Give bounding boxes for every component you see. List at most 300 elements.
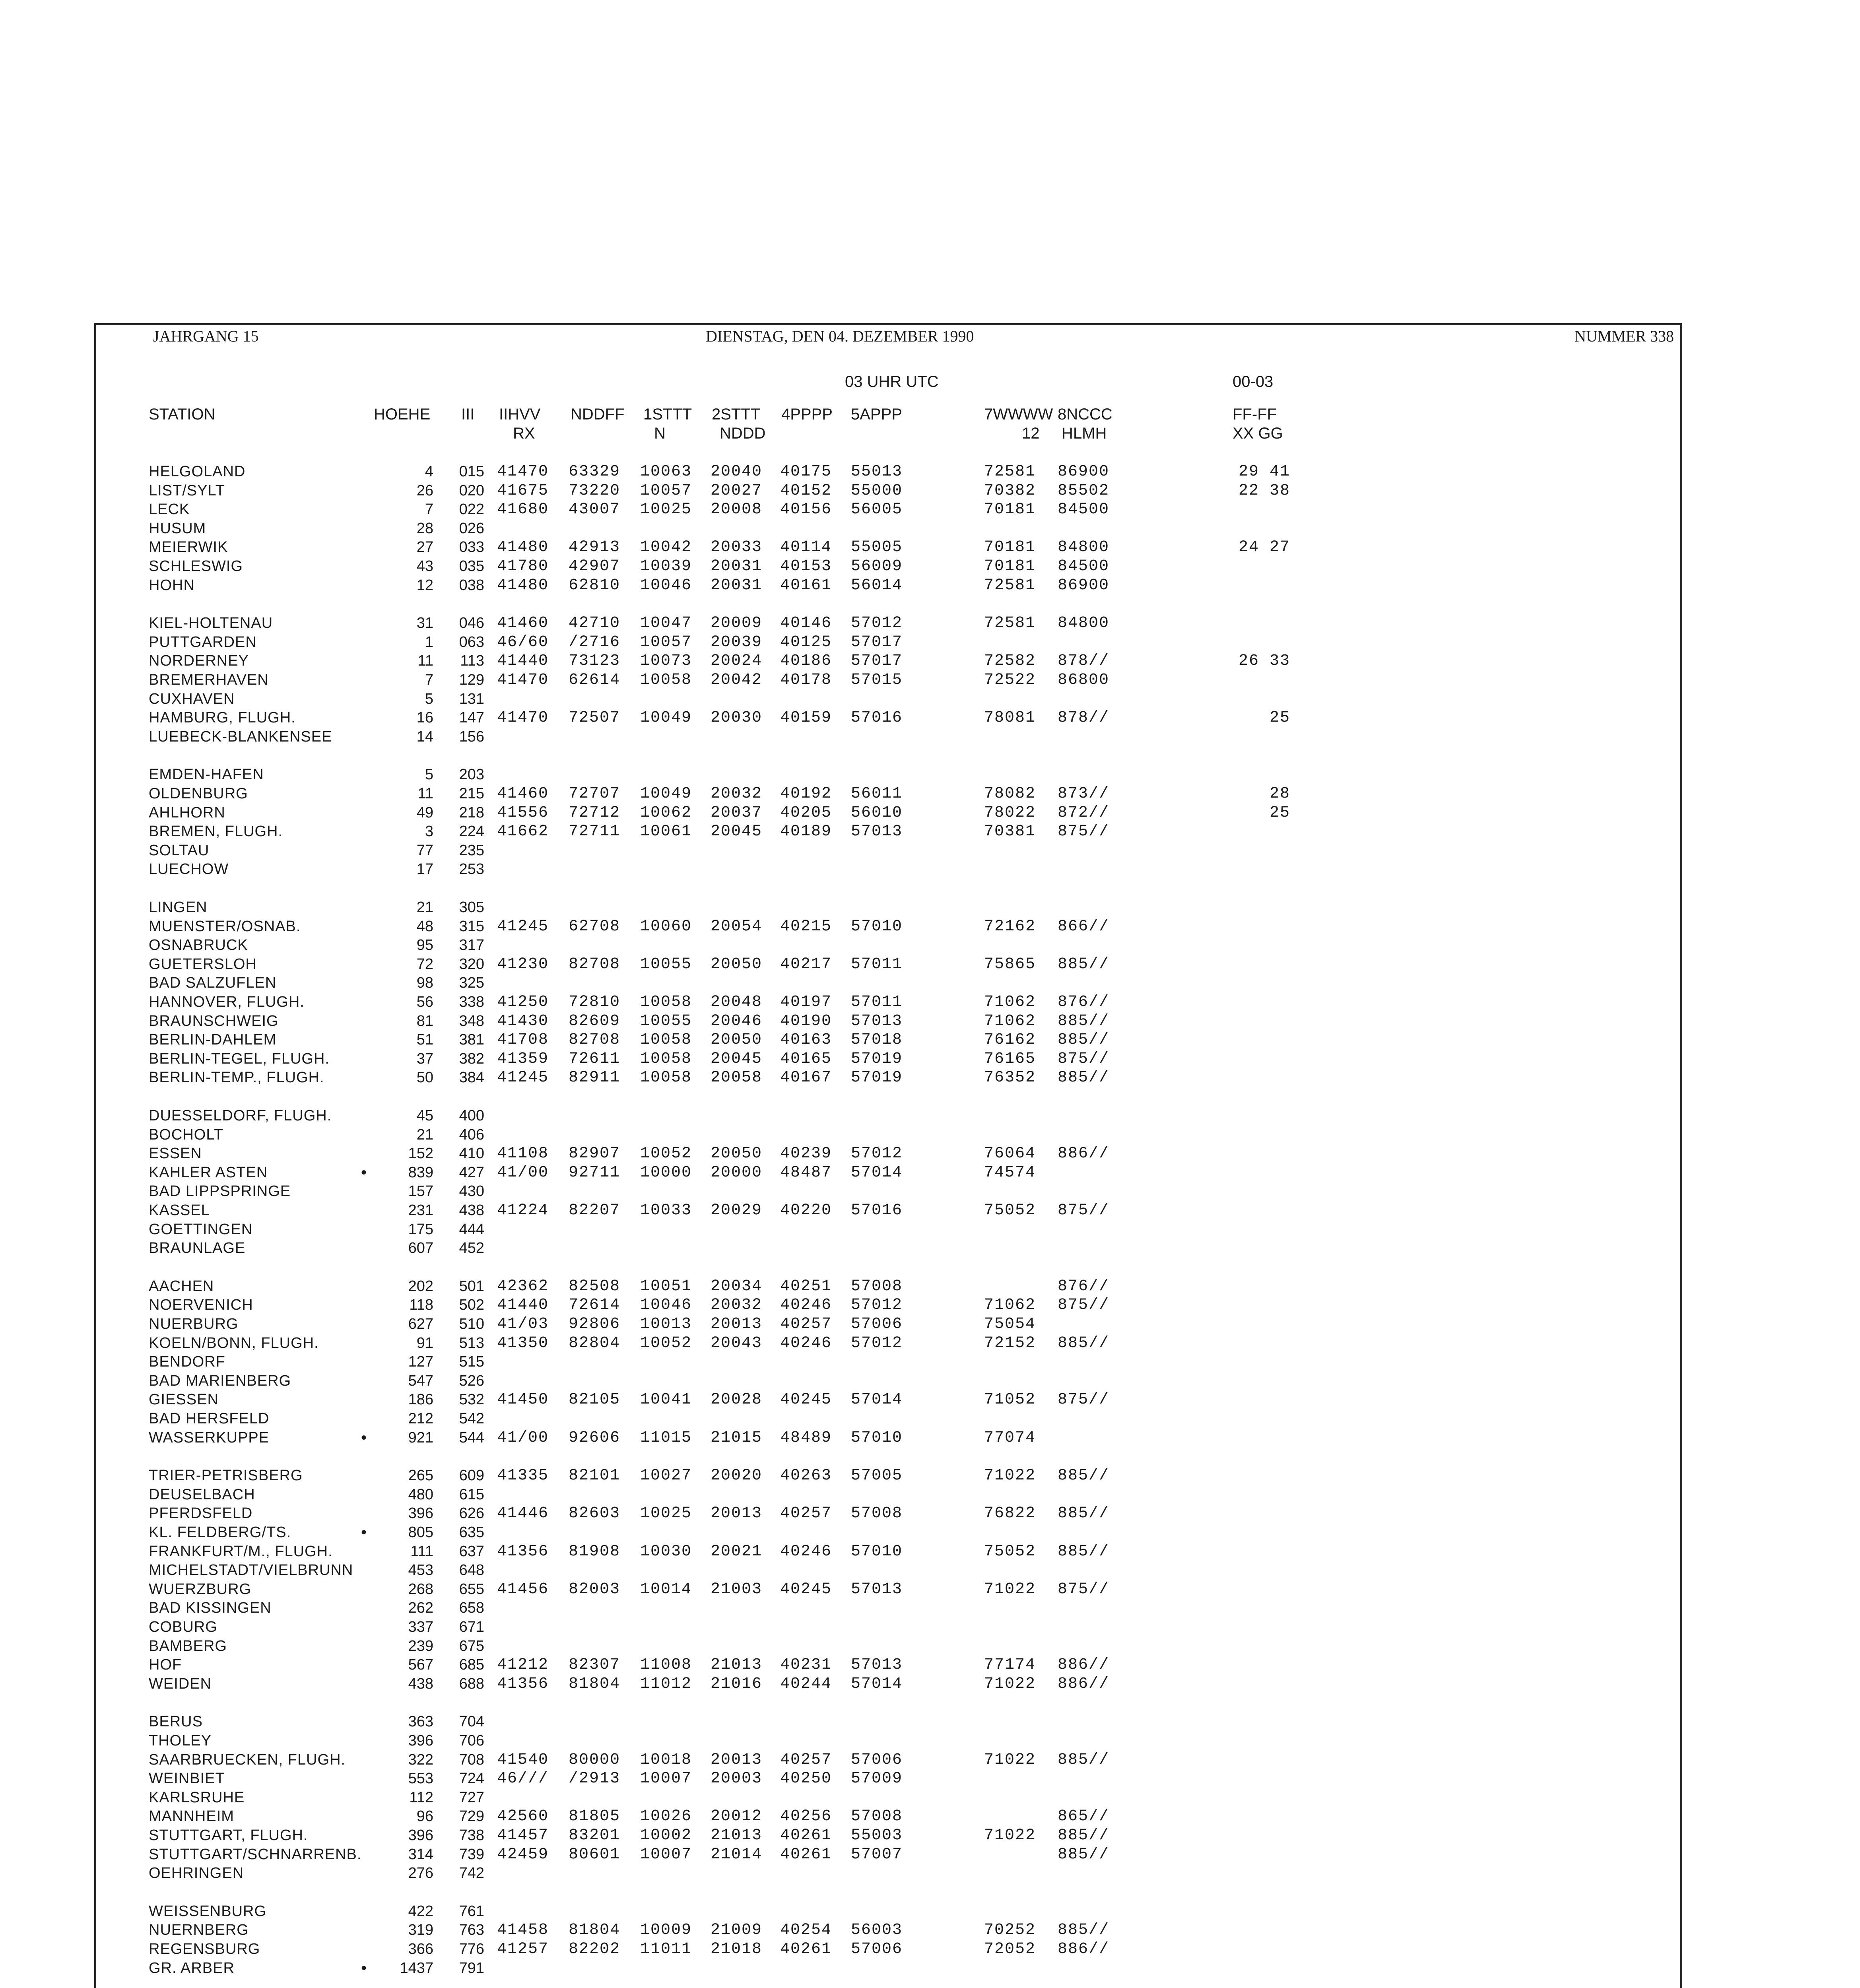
station-name: WEISSENBURG xyxy=(149,1903,267,1920)
code-group-1: 42560 xyxy=(497,1807,549,1826)
code-group-8: 885// xyxy=(1058,955,1110,973)
wind-gust: 25 xyxy=(1269,804,1290,822)
station-height: 96 xyxy=(416,1808,433,1825)
code-group-3: 10007 xyxy=(640,1770,692,1788)
code-group-8: 876// xyxy=(1058,993,1110,1011)
table-row xyxy=(0,1656,1352,1674)
station-id: 544 xyxy=(459,1429,484,1446)
station-id: 444 xyxy=(459,1221,484,1238)
station-id: 513 xyxy=(459,1334,484,1351)
code-group-1: 41359 xyxy=(497,1050,549,1068)
code-group-3: 10041 xyxy=(640,1391,692,1409)
station-id: 400 xyxy=(459,1107,484,1124)
code-group-5: 40261 xyxy=(780,1845,832,1864)
code-group-8: 885// xyxy=(1058,1467,1110,1485)
code-group-5: 40256 xyxy=(780,1807,832,1826)
code-group-7: 71022 xyxy=(984,1580,1036,1598)
code-group-6: 57014 xyxy=(851,1391,903,1409)
code-group-5: 40152 xyxy=(780,481,832,500)
code-group-4: 20040 xyxy=(711,463,763,481)
code-group-1: 41446 xyxy=(497,1505,549,1523)
station-id: 015 xyxy=(459,463,484,480)
code-group-5: 40239 xyxy=(780,1145,832,1163)
station-height: 48 xyxy=(416,918,433,935)
code-group-6: 57011 xyxy=(851,955,903,973)
table-row xyxy=(0,1732,1352,1750)
code-group-5: 48489 xyxy=(780,1429,832,1447)
station-height: 27 xyxy=(416,539,433,556)
station-name: FRANKFURT/M., FLUGH. xyxy=(149,1543,333,1560)
station-name: KIEL-HOLTENAU xyxy=(149,615,273,632)
station-id: 510 xyxy=(459,1316,484,1332)
code-group-4: 20029 xyxy=(711,1202,763,1219)
code-group-7: 71022 xyxy=(984,1467,1036,1485)
code-group-7: 71062 xyxy=(984,1296,1036,1314)
code-group-5: 40244 xyxy=(780,1675,832,1693)
station-name: HOHN xyxy=(149,577,195,594)
station-name: NORDERNEY xyxy=(149,652,249,670)
table-row xyxy=(0,1523,1352,1542)
station-id: 406 xyxy=(459,1126,484,1143)
code-group-3: 11015 xyxy=(640,1429,692,1447)
code-group-2: 82307 xyxy=(569,1656,621,1674)
code-group-6: 57018 xyxy=(851,1031,903,1049)
code-group-1: 41356 xyxy=(497,1542,549,1561)
station-name: PFERDSFELD xyxy=(149,1505,253,1522)
station-id: 026 xyxy=(459,520,484,537)
code-group-5: 40261 xyxy=(780,1827,832,1844)
station-name: NUERBURG xyxy=(149,1316,239,1332)
code-group-6: 57014 xyxy=(851,1675,903,1693)
table-row xyxy=(0,1485,1352,1504)
table-row xyxy=(0,1239,1352,1258)
station-id: 609 xyxy=(459,1467,484,1484)
station-name: BAD HERSFELD xyxy=(149,1410,270,1427)
station-name: DUESSELDORF, FLUGH. xyxy=(149,1107,332,1124)
code-group-6: 57009 xyxy=(851,1770,903,1788)
code-group-5: 40125 xyxy=(780,633,832,651)
station-id: 532 xyxy=(459,1391,484,1408)
code-group-3: 10046 xyxy=(640,576,692,594)
station-id: 502 xyxy=(459,1297,484,1314)
code-group-1: 41708 xyxy=(497,1031,549,1049)
code-group-7: 75052 xyxy=(984,1542,1036,1561)
code-group-6: 56014 xyxy=(851,576,903,594)
station-id: 648 xyxy=(459,1562,484,1579)
code-group-3: 10051 xyxy=(640,1277,692,1295)
code-group-1: 41480 xyxy=(497,538,549,557)
mountain-station-marker: • xyxy=(361,1163,367,1181)
station-height: 17 xyxy=(416,861,433,878)
table-row xyxy=(0,1751,1352,1769)
station-name: LECK xyxy=(149,501,190,518)
station-id: 615 xyxy=(459,1486,484,1503)
station-id: 685 xyxy=(459,1656,484,1673)
code-group-3: 10063 xyxy=(640,463,692,481)
code-group-2: 62708 xyxy=(569,917,621,936)
code-group-5: 40263 xyxy=(780,1467,832,1485)
code-group-8: 875// xyxy=(1058,1391,1110,1409)
code-group-5: 40245 xyxy=(780,1391,832,1409)
code-group-1: 41350 xyxy=(497,1334,549,1352)
code-group-6: 57011 xyxy=(851,993,903,1011)
table-row xyxy=(0,728,1352,746)
station-name: BREMERHAVEN xyxy=(149,672,269,688)
code-group-6: 57008 xyxy=(851,1277,903,1295)
station-id: 708 xyxy=(459,1751,484,1768)
station-name: LUECHOW xyxy=(149,861,229,878)
station-id: 704 xyxy=(459,1713,484,1730)
code-group-5: 40165 xyxy=(780,1050,832,1068)
station-id: 427 xyxy=(459,1164,484,1181)
col-g5: 4PPPP xyxy=(781,406,833,423)
code-group-4: 20054 xyxy=(711,917,763,936)
station-height: 14 xyxy=(416,728,433,745)
code-group-6: 55000 xyxy=(851,481,903,500)
table-row xyxy=(0,1334,1352,1353)
station-name: NUERNBERG xyxy=(149,1922,249,1939)
station-height: 77 xyxy=(416,842,433,859)
code-group-8: 885// xyxy=(1058,1542,1110,1561)
code-group-6: 57010 xyxy=(851,917,903,936)
code-group-4: 20000 xyxy=(711,1163,763,1182)
station-id: 020 xyxy=(459,482,484,499)
station-height: 11 xyxy=(417,652,433,670)
station-name: LINGEN xyxy=(149,899,208,916)
code-group-7: 72582 xyxy=(984,652,1036,670)
code-group-1: 41245 xyxy=(497,917,549,936)
code-group-4: 21013 xyxy=(711,1656,763,1674)
code-group-4: 20033 xyxy=(711,538,763,557)
code-group-8: 872// xyxy=(1058,804,1110,822)
station-height: 28 xyxy=(416,520,433,537)
table-row xyxy=(0,633,1352,652)
code-group-6: 57008 xyxy=(851,1807,903,1826)
table-row xyxy=(0,1940,1352,1959)
col-g4: 2STTT xyxy=(712,406,761,423)
code-group-4: 20042 xyxy=(711,671,763,689)
table-row xyxy=(0,1390,1352,1409)
code-group-2: 63329 xyxy=(569,463,621,481)
code-group-4: 20013 xyxy=(711,1505,763,1523)
code-group-3: 10039 xyxy=(640,557,692,575)
station-name: KASSEL xyxy=(149,1202,210,1219)
code-group-3: 10026 xyxy=(640,1807,692,1826)
time-label: 03 UHR UTC xyxy=(845,373,939,390)
station-height: 262 xyxy=(408,1600,433,1617)
station-name: BAD KISSINGEN xyxy=(149,1600,272,1617)
station-name: NOERVENICH xyxy=(149,1297,253,1314)
station-height: 98 xyxy=(416,975,433,992)
code-group-1: 41470 xyxy=(497,671,549,689)
code-group-8: 86800 xyxy=(1058,671,1110,689)
station-id: 430 xyxy=(459,1183,484,1200)
station-id: 739 xyxy=(459,1846,484,1863)
code-group-5: 40245 xyxy=(780,1580,832,1598)
code-group-3: 10049 xyxy=(640,785,692,803)
table-row xyxy=(0,690,1352,709)
station-name: HAMBURG, FLUGH. xyxy=(149,709,296,726)
code-group-6: 57012 xyxy=(851,1296,903,1314)
station-id: 224 xyxy=(459,823,484,840)
code-group-5: 40189 xyxy=(780,823,832,841)
code-group-6: 57008 xyxy=(851,1505,903,1523)
table-row xyxy=(0,462,1352,481)
code-group-5: 40186 xyxy=(780,652,832,670)
code-group-1: 41470 xyxy=(497,463,549,481)
code-group-6: 57006 xyxy=(851,1940,903,1958)
table-row xyxy=(0,1712,1352,1731)
code-group-4: 20032 xyxy=(711,1296,763,1314)
code-group-4: 21014 xyxy=(711,1845,763,1864)
station-height: 175 xyxy=(408,1221,433,1238)
code-group-5: 40246 xyxy=(780,1542,832,1561)
station-height: 16 xyxy=(416,709,433,726)
station-height: 56 xyxy=(416,994,433,1010)
code-group-5: 40114 xyxy=(780,538,832,557)
table-row xyxy=(0,1144,1352,1163)
station-id: 325 xyxy=(459,975,484,992)
code-group-1: 46/60 xyxy=(497,633,549,651)
station-name: DEUSELBACH xyxy=(149,1486,255,1503)
code-group-5: 40190 xyxy=(780,1012,832,1030)
station-id: 738 xyxy=(459,1827,484,1844)
station-name: BRAUNSCHWEIG xyxy=(149,1012,279,1029)
table-row xyxy=(0,1107,1352,1125)
station-name: THOLEY xyxy=(149,1732,212,1749)
table-row xyxy=(0,1353,1352,1371)
station-id: 724 xyxy=(459,1770,484,1787)
code-group-4: 20031 xyxy=(711,557,763,575)
station-height: 212 xyxy=(408,1410,433,1427)
code-group-2: 43007 xyxy=(569,501,621,519)
station-id: 046 xyxy=(459,615,484,632)
code-group-2: 72712 xyxy=(569,804,621,822)
station-id: 742 xyxy=(459,1865,484,1882)
code-group-5: 40246 xyxy=(780,1334,832,1352)
station-name: BENDORF xyxy=(149,1353,225,1371)
code-group-4: 20050 xyxy=(711,955,763,973)
station-height: 422 xyxy=(408,1903,433,1920)
code-group-1: 41/00 xyxy=(497,1163,549,1182)
code-group-6: 57019 xyxy=(851,1069,903,1087)
code-group-8: 86900 xyxy=(1058,576,1110,594)
station-name: HUSUM xyxy=(149,520,206,537)
code-group-7: 71052 xyxy=(984,1391,1036,1409)
station-height: 202 xyxy=(408,1277,433,1295)
code-group-1: 41/03 xyxy=(497,1315,549,1333)
code-group-4: 20045 xyxy=(711,823,763,841)
col-g1b: RX xyxy=(513,425,535,442)
code-group-8: 885// xyxy=(1058,1827,1110,1844)
code-group-1: 42459 xyxy=(497,1845,549,1864)
code-group-5: 40257 xyxy=(780,1315,832,1333)
table-row xyxy=(0,1220,1352,1239)
table-row xyxy=(0,841,1352,860)
station-name: KARLSRUHE xyxy=(149,1789,245,1806)
station-height: 11 xyxy=(417,785,433,802)
code-group-5: 40156 xyxy=(780,501,832,519)
code-group-6: 56003 xyxy=(851,1921,903,1939)
station-name: STUTTGART, FLUGH. xyxy=(149,1827,308,1844)
station-height: 396 xyxy=(408,1732,433,1749)
code-group-1: 41224 xyxy=(497,1202,549,1219)
code-group-1: 41250 xyxy=(497,993,549,1011)
station-id: 215 xyxy=(459,785,484,802)
station-height: 547 xyxy=(408,1372,433,1389)
station-name: REGENSBURG xyxy=(149,1941,260,1957)
station-name: GR. ARBER xyxy=(149,1959,235,1976)
col-hoehe: HOEHE xyxy=(374,406,431,423)
station-name: HELGOLAND xyxy=(149,463,246,480)
station-height: 45 xyxy=(416,1107,433,1124)
code-group-6: 57006 xyxy=(851,1751,903,1769)
station-height: 5 xyxy=(425,766,433,783)
station-height: 4 xyxy=(425,463,433,480)
code-group-6: 57012 xyxy=(851,614,903,633)
station-id: 038 xyxy=(459,577,484,594)
code-group-3: 10047 xyxy=(640,614,692,633)
code-group-8: 886// xyxy=(1058,1145,1110,1163)
code-group-7: 71022 xyxy=(984,1675,1036,1693)
code-group-4: 20032 xyxy=(711,785,763,803)
table-row xyxy=(0,538,1352,557)
code-group-7: 70381 xyxy=(984,823,1036,841)
code-group-1: 41460 xyxy=(497,785,549,803)
wind-gust: 22 38 xyxy=(1238,481,1290,500)
code-group-2: 82202 xyxy=(569,1940,621,1958)
station-name: AACHEN xyxy=(149,1277,214,1295)
code-group-3: 10052 xyxy=(640,1334,692,1352)
col-g6: 5APPP xyxy=(851,406,902,423)
station-name: OSNABRUCK xyxy=(149,937,248,954)
code-group-7: 72162 xyxy=(984,917,1036,936)
code-group-6: 57007 xyxy=(851,1845,903,1864)
station-name: KAHLER ASTEN xyxy=(149,1164,268,1181)
station-id: 671 xyxy=(459,1619,484,1635)
col-iii: III xyxy=(461,406,475,423)
station-height: 3 xyxy=(425,823,433,840)
station-id: 348 xyxy=(459,1012,484,1029)
mountain-station-marker: • xyxy=(361,1959,367,1977)
code-group-8: 885// xyxy=(1058,1845,1110,1864)
station-height: 43 xyxy=(416,558,433,575)
station-height: 322 xyxy=(408,1751,433,1768)
station-name: OEHRINGEN xyxy=(149,1865,244,1882)
station-height: 50 xyxy=(416,1069,433,1086)
station-height: 112 xyxy=(409,1789,433,1806)
code-group-1: 41/00 xyxy=(497,1429,549,1447)
station-name: CUXHAVEN xyxy=(149,690,235,707)
code-group-1: 41480 xyxy=(497,576,549,594)
station-height: 319 xyxy=(408,1922,433,1939)
wind-gust: 25 xyxy=(1269,709,1290,727)
code-group-2: 42907 xyxy=(569,557,621,575)
code-group-5: 40146 xyxy=(780,614,832,633)
code-group-2: 80000 xyxy=(569,1751,621,1769)
table-row xyxy=(0,765,1352,784)
code-group-5: 40246 xyxy=(780,1296,832,1314)
code-group-6: 55013 xyxy=(851,463,903,481)
code-group-1: 41335 xyxy=(497,1467,549,1485)
table-row xyxy=(0,1675,1352,1693)
code-group-6: 57012 xyxy=(851,1145,903,1163)
code-group-1: 41662 xyxy=(497,823,549,841)
code-group-5: 40220 xyxy=(780,1202,832,1219)
table-row xyxy=(0,1807,1352,1826)
station-height: 72 xyxy=(416,955,433,973)
code-group-4: 20028 xyxy=(711,1391,763,1409)
code-group-2: 81908 xyxy=(569,1542,621,1561)
table-row xyxy=(0,481,1352,500)
code-group-5: 40215 xyxy=(780,917,832,936)
station-height: 268 xyxy=(408,1580,433,1598)
station-height: 366 xyxy=(408,1941,433,1957)
code-group-8: 84500 xyxy=(1058,557,1110,575)
station-id: 235 xyxy=(459,842,484,859)
table-row xyxy=(0,1845,1352,1864)
code-group-6: 57014 xyxy=(851,1163,903,1182)
code-group-7: 72581 xyxy=(984,614,1036,633)
station-height: 265 xyxy=(408,1467,433,1484)
code-group-3: 10052 xyxy=(640,1145,692,1163)
station-name: BAD MARIENBERG xyxy=(149,1372,291,1389)
code-group-1: 41680 xyxy=(497,501,549,519)
table-row xyxy=(0,804,1352,822)
wind-gust: 29 41 xyxy=(1238,463,1290,481)
code-group-2: 82003 xyxy=(569,1580,621,1598)
station-name: LUEBECK-BLANKENSEE xyxy=(149,728,332,745)
table-row xyxy=(0,1826,1352,1845)
code-group-7: 71022 xyxy=(984,1751,1036,1769)
code-group-6: 57015 xyxy=(851,671,903,689)
table-row xyxy=(0,1031,1352,1049)
code-group-3: 10046 xyxy=(640,1296,692,1314)
station-name: SCHLESWIG xyxy=(149,558,243,575)
station-height: 607 xyxy=(408,1240,433,1257)
code-group-2: 82101 xyxy=(569,1467,621,1485)
table-row xyxy=(0,1580,1352,1599)
station-name: WEINBIET xyxy=(149,1770,225,1787)
code-group-4: 20020 xyxy=(711,1467,763,1485)
code-group-8: 85502 xyxy=(1058,481,1110,500)
table-row xyxy=(0,974,1352,992)
code-group-8: 885// xyxy=(1058,1012,1110,1030)
station-name: WASSERKUPPE xyxy=(149,1429,270,1446)
station-id: 315 xyxy=(459,918,484,935)
code-group-4: 20050 xyxy=(711,1145,763,1163)
code-group-3: 10027 xyxy=(640,1467,692,1485)
code-group-2: /2716 xyxy=(569,633,621,651)
code-group-3: 10058 xyxy=(640,1069,692,1087)
code-group-4: 20013 xyxy=(711,1751,763,1769)
table-row xyxy=(0,1372,1352,1390)
code-group-6: 57013 xyxy=(851,1580,903,1598)
code-group-7: 72581 xyxy=(984,463,1036,481)
table-row xyxy=(0,1788,1352,1807)
code-group-7: 78082 xyxy=(984,785,1036,803)
code-group-1: 41460 xyxy=(497,614,549,633)
code-group-6: 56009 xyxy=(851,557,903,575)
code-group-8: 86900 xyxy=(1058,463,1110,481)
code-group-8: 875// xyxy=(1058,1050,1110,1068)
station-id: 022 xyxy=(459,501,484,518)
code-group-2: 62810 xyxy=(569,576,621,594)
code-group-4: 20050 xyxy=(711,1031,763,1049)
code-group-4: 20009 xyxy=(711,614,763,633)
code-group-4: 20048 xyxy=(711,993,763,1011)
col-g2: NDDFF xyxy=(571,406,625,423)
